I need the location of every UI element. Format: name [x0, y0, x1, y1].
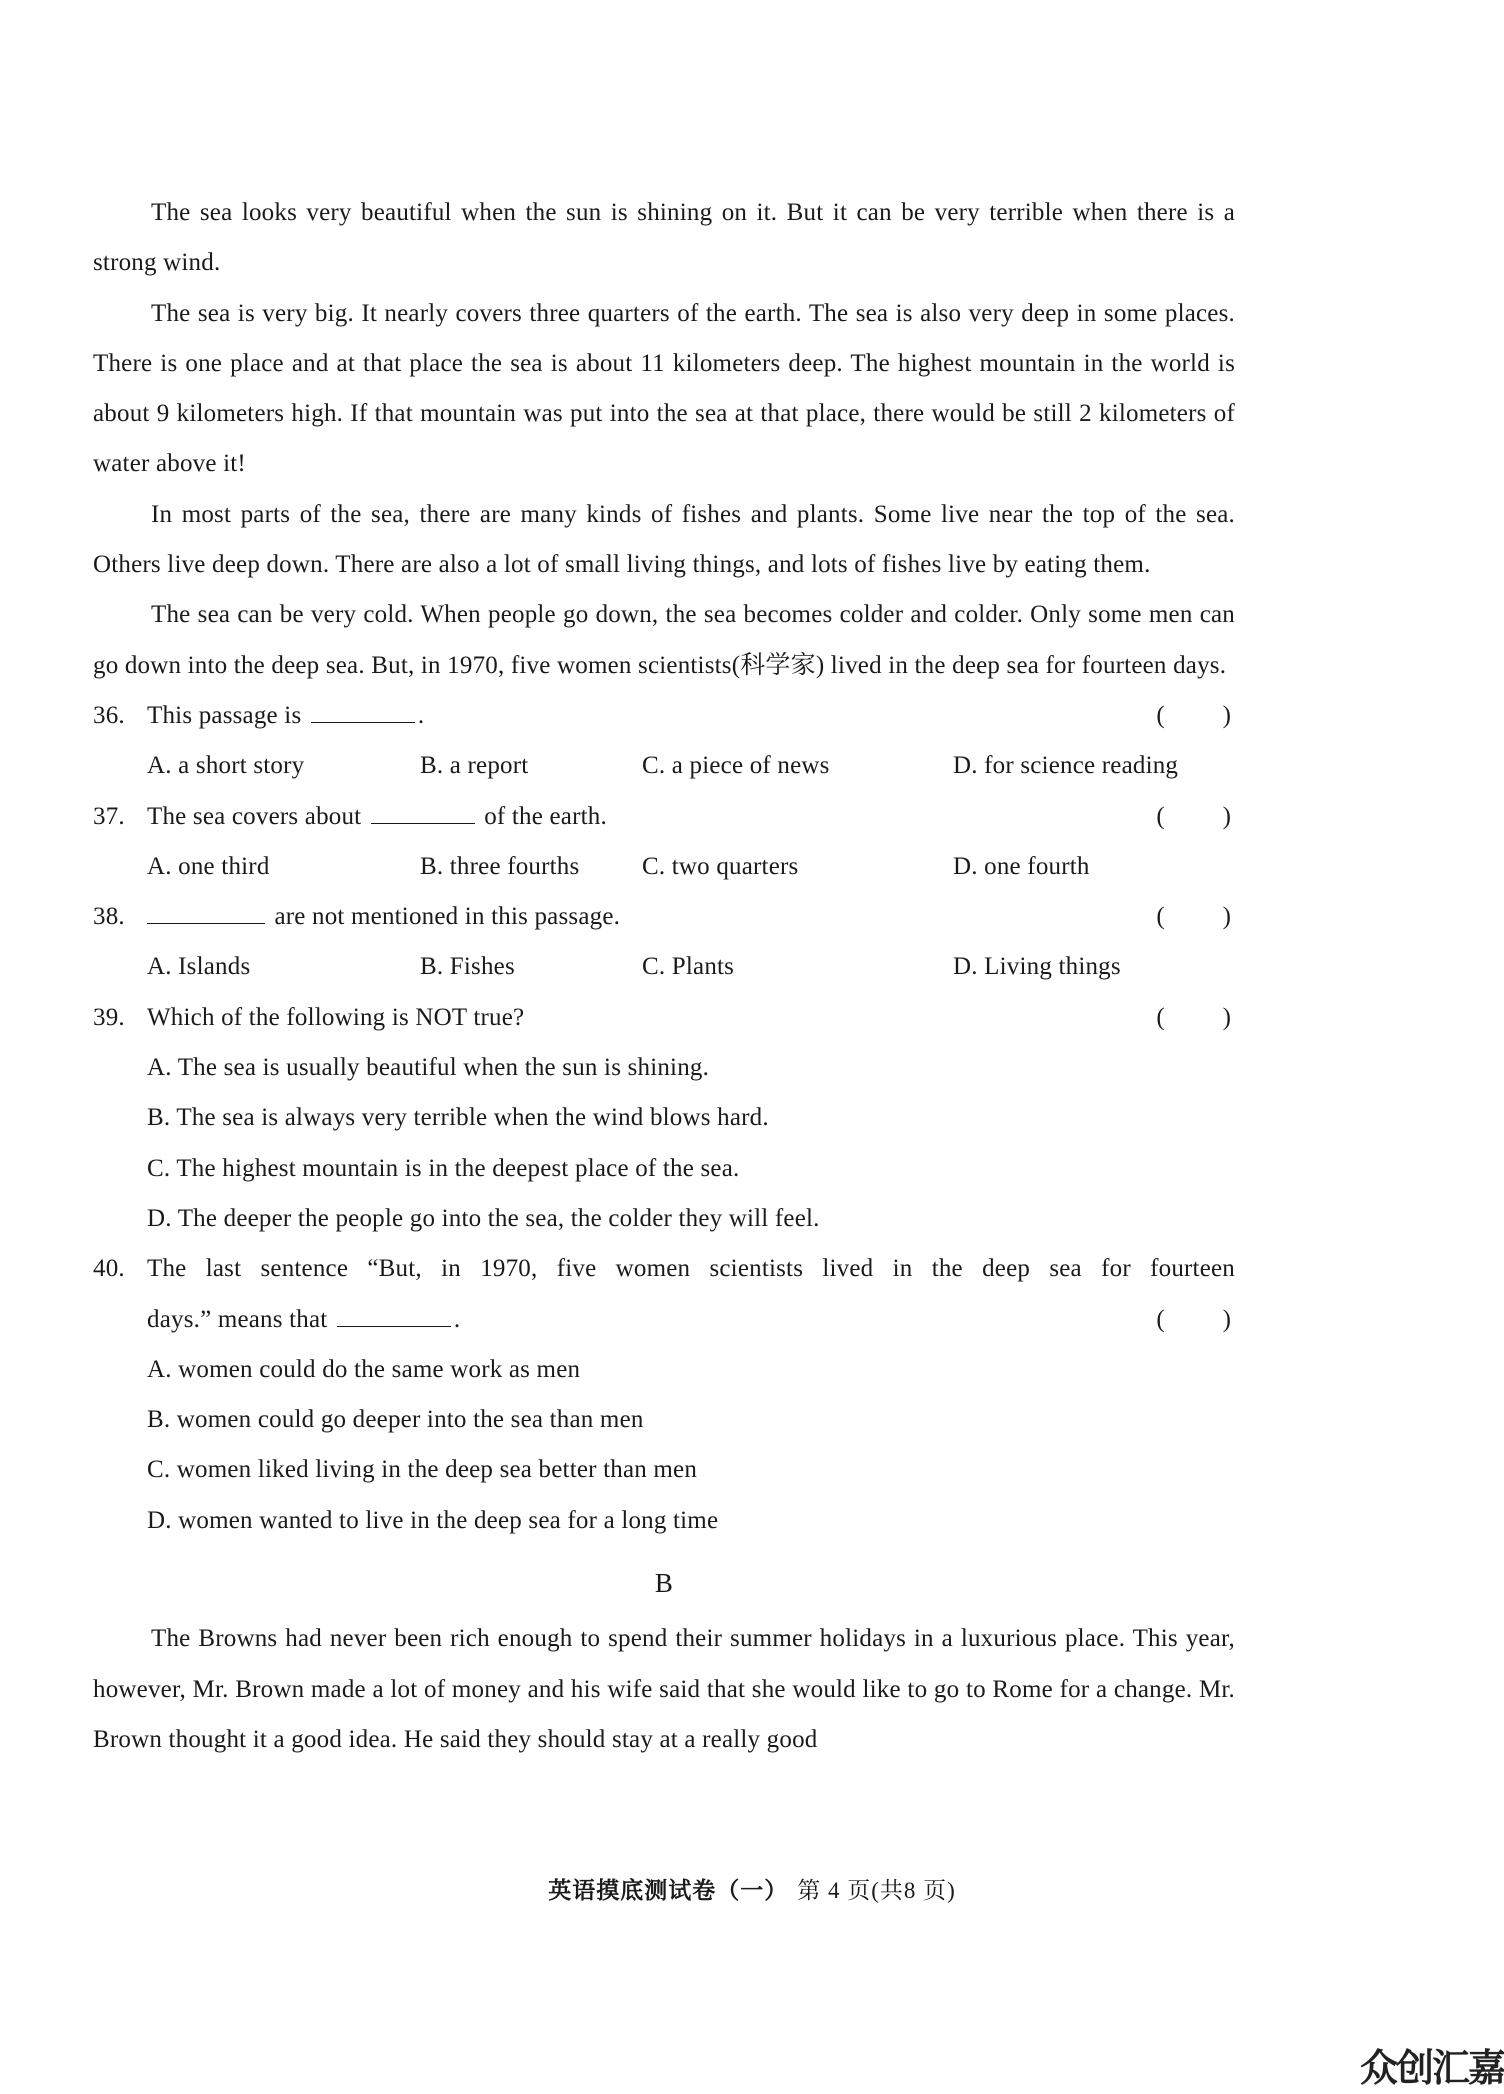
question-stem-line-1: The last sentence “But, in 1970, five women scientists lived in the deep sea for fourteen [147, 1255, 1235, 1283]
question-number: 38. [93, 903, 125, 931]
exam-title: 英语摸底测试卷（一） [548, 1878, 789, 1904]
option-d[interactable]: D. The deeper the people go into the sea, the colder they will feel. [147, 1204, 820, 1232]
question-36-options [93, 741, 1235, 791]
exam-page [93, 188, 1235, 1765]
page-number: 第 4 页(共8 页) [797, 1878, 956, 1903]
question-38 [93, 892, 1235, 942]
section-b-paragraph: The Browns had never been rich enough to spend their summer holidays in a luxurious place. This year, however, Mr. Brown made a lot of money and his wife said that she would like to go to Rome for a change. Mr. Brown thought it a good idea. He said they should stay at a really good [93, 1625, 1235, 1753]
question-39 [93, 993, 1235, 1043]
passage-paragraph-4: The sea can be very cold. When people go down, the sea becomes colder and colder. Only some men can go down into the deep sea. But, in 1970, five women scientists(科学家) lived in the deep sea for fourteen days. [93, 601, 1235, 679]
passage-paragraph-3: In most parts of the sea, there are many kinds of fishes and plants. Some live near the top of the sea. Others live deep down. There are also a lot of small living things, and lots of fishes live by eating them. [93, 500, 1235, 579]
question-number: 37. [93, 802, 125, 830]
answer-blank[interactable] [147, 903, 265, 924]
question-number: 40. [93, 1255, 125, 1283]
option-b[interactable]: B. women could go deeper into the sea than men [147, 1406, 644, 1434]
question-37 [93, 792, 1235, 842]
answer-blank[interactable] [371, 803, 475, 824]
page-footer [0, 1872, 1504, 1905]
option-a[interactable]: A. one third [147, 852, 270, 880]
answer-paren[interactable]: () [1156, 1305, 1231, 1333]
option-b[interactable]: B. a report [420, 752, 529, 780]
option-b[interactable]: B. Fishes [420, 953, 515, 981]
option-a[interactable]: A. Islands [147, 953, 251, 981]
question-stem: are not mentioned in this passage. [147, 892, 1235, 942]
question-stem: This passage is . [147, 701, 425, 729]
option-c[interactable]: C. two quarters [642, 852, 799, 880]
question-40-line-2 [93, 1295, 1235, 1345]
section-heading: B [654, 1568, 674, 1599]
answer-paren[interactable]: () [1156, 903, 1231, 931]
question-38-options [93, 942, 1235, 992]
answer-blank[interactable] [337, 1306, 451, 1327]
question-stem-line-2: days.” means that . [147, 1305, 461, 1333]
question-37-options [93, 842, 1235, 892]
question-stem: The sea covers about of the earth. [147, 802, 607, 830]
option-a[interactable]: A. women could do the same work as men [147, 1355, 581, 1383]
option-b[interactable]: B. The sea is always very terrible when the wind blows hard. [147, 1104, 769, 1132]
question-36 [93, 691, 1235, 741]
option-d[interactable]: D. Living things [953, 953, 1121, 981]
answer-blank[interactable] [311, 702, 415, 723]
option-c[interactable]: C. a piece of news [642, 752, 830, 780]
answer-paren[interactable]: () [1156, 701, 1231, 729]
answer-paren[interactable]: () [1156, 1003, 1231, 1031]
option-d[interactable]: D. one fourth [953, 852, 1090, 880]
option-d[interactable]: D. for science reading [953, 752, 1179, 780]
answer-paren[interactable]: () [1156, 802, 1231, 830]
option-c[interactable]: C. The highest mountain is in the deepest place of the sea. [147, 1154, 740, 1182]
watermark-logo: 众创汇嘉 [1359, 2046, 1504, 2090]
option-a[interactable]: A. a short story [147, 752, 305, 780]
option-d[interactable]: D. women wanted to live in the deep sea for a long time [147, 1506, 719, 1534]
question-number: 39. [93, 1003, 125, 1031]
question-number: 36. [93, 701, 125, 729]
question-40 [93, 1244, 1235, 1294]
passage-paragraph-2: The sea is very big. It nearly covers three quarters of the earth. The sea is also very deep in some places. There is one place and at that place the sea is about 11 kilometers deep. The highest mountain in the world is about 9 kilometers high. If that mountain was put into the sea at that place, there would be still 2 kilometers of water above it! [93, 299, 1235, 478]
option-c[interactable]: C. Plants [642, 953, 735, 981]
option-c[interactable]: C. women liked living in the deep sea better than men [147, 1456, 698, 1484]
question-stem: Which of the following is NOT true? [147, 1003, 525, 1031]
option-b[interactable]: B. three fourths [420, 852, 580, 880]
passage-paragraph-1: The sea looks very beautiful when the sun is shining on it. But it can be very terrible when there is a strong wind. [93, 199, 1235, 277]
option-a[interactable]: A. The sea is usually beautiful when the sun is shining. [147, 1054, 710, 1082]
